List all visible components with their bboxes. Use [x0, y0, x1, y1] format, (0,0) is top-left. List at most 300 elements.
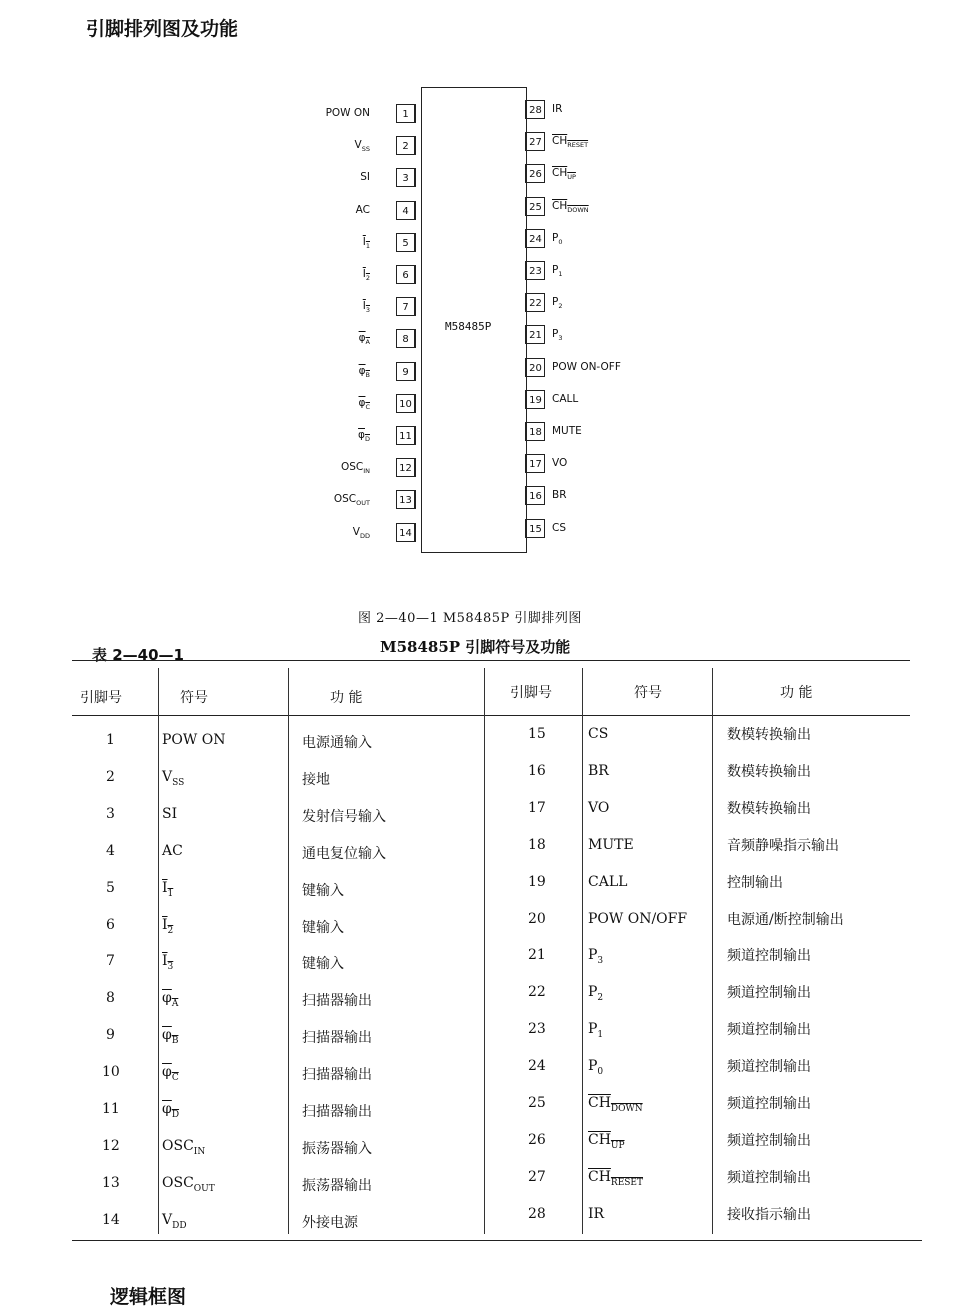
right-pin-number: 16 — [525, 486, 545, 505]
tbl-l-symbol-base: φ — [162, 1027, 172, 1044]
left-pin-label — [360, 171, 370, 183]
left-symbol-cell — [162, 1064, 179, 1083]
tbl-r-symbol-base: MUTE — [588, 836, 634, 853]
right-pin-symbol-sub: UP — [567, 173, 576, 182]
right-pin-label — [552, 328, 562, 342]
left-pin-label — [356, 204, 370, 216]
right-pin-symbol-sub: 0 — [558, 237, 563, 246]
left-pin-number: 5 — [396, 233, 416, 252]
left-pin-symbol — [359, 397, 370, 409]
tbl-l-symbol — [162, 953, 174, 973]
left-pin-number: 8 — [396, 329, 416, 348]
table-header-cell: 功 能 — [330, 690, 363, 706]
left-function-cell: 接地 — [302, 771, 330, 788]
right-pin-symbol-base: CH — [552, 135, 568, 148]
left-pin-symbol-sub: D — [364, 435, 370, 444]
tbl-l-symbol-base: φ — [162, 1101, 172, 1117]
right-pin-symbol-sub: 2 — [558, 302, 563, 311]
tbl-r-symbol — [588, 874, 627, 890]
left-pin-symbol — [363, 236, 370, 248]
right-pin-symbol-sub: RESET — [567, 141, 589, 150]
left-pin-symbol-base: I — [362, 235, 366, 248]
left-function-cell: 键输入 — [302, 956, 344, 973]
right-pin-symbol — [552, 361, 621, 373]
table-top-rule — [72, 660, 910, 661]
tbl-r-symbol-base: CH — [588, 1131, 611, 1148]
left-pin-label — [326, 107, 370, 119]
tbl-r-symbol-sub: 0 — [597, 1066, 604, 1077]
left-pin-label — [341, 461, 370, 475]
left-pin-number: 2 — [396, 136, 416, 155]
right-pin-label — [552, 522, 566, 534]
left-pin-number-cell: 10 — [102, 1064, 120, 1081]
right-function-cell: 数模转换输出 — [727, 727, 811, 743]
tbl-l-symbol-sub: IN — [193, 1146, 206, 1157]
left-pin-symbol-base: φ — [358, 332, 366, 345]
tbl-l-symbol-base: φ — [162, 990, 172, 1007]
tbl-r-symbol-base: P — [588, 984, 598, 1001]
tbl-r-symbol-sub: RESET — [610, 1177, 644, 1188]
tbl-l-symbol — [162, 1211, 187, 1231]
left-symbol-cell — [162, 880, 173, 899]
right-pin-number-cell: 24 — [528, 1058, 546, 1075]
table-header-cell: 符号 — [180, 690, 208, 706]
left-pin-number: 14 — [396, 523, 416, 542]
left-pin-label — [363, 268, 370, 282]
right-symbol-cell — [588, 984, 603, 1003]
left-pin-number-cell: 9 — [106, 1027, 115, 1044]
right-pin-symbol-base: IR — [552, 103, 563, 115]
right-symbol-cell — [588, 911, 687, 927]
right-pin-number: 18 — [525, 422, 545, 441]
right-pin-symbol — [552, 489, 567, 501]
left-symbol-cell — [162, 732, 225, 748]
right-symbol-cell — [588, 1169, 643, 1188]
tbl-l-symbol-base: I — [162, 916, 168, 933]
tbl-l-symbol-sub: 3 — [167, 962, 174, 973]
tbl-l-symbol-sub: SS — [172, 777, 185, 788]
right-pin-number: 25 — [525, 197, 545, 216]
right-pin-number-cell: 20 — [528, 910, 546, 927]
right-pin-label — [552, 296, 562, 310]
left-pin-symbol-base: I — [362, 268, 366, 280]
right-pin-number-cell: 19 — [528, 873, 546, 890]
left-pin-number-cell: 7 — [106, 953, 115, 970]
left-function-cell: 振荡器输入 — [302, 1140, 372, 1157]
right-pin-number: 15 — [525, 519, 545, 538]
left-pin-symbol-sub: C — [365, 402, 370, 411]
right-pin-symbol — [552, 328, 563, 343]
right-pin-number: 26 — [525, 164, 545, 183]
left-pin-symbol — [358, 332, 370, 347]
tbl-r-symbol-sub: 1 — [597, 1029, 604, 1040]
tbl-l-symbol-sub: 2 — [167, 925, 174, 936]
right-pin-symbol — [552, 232, 562, 244]
left-pin-symbol-base: AC — [355, 203, 370, 216]
left-pin-number-cell: 1 — [106, 732, 115, 748]
right-function-cell: 电源通/断控制输出 — [727, 911, 844, 928]
right-pin-number-cell: 23 — [528, 1021, 546, 1038]
left-pin-label — [334, 493, 370, 507]
right-pin-number-cell: 17 — [528, 799, 546, 816]
left-function-cell: 扫描器输出 — [302, 1067, 372, 1084]
right-pin-symbol — [552, 135, 589, 150]
right-function-cell: 频道控制输出 — [727, 1096, 811, 1112]
right-function-cell: 频道控制输出 — [727, 985, 811, 1002]
right-pin-symbol-base: P — [552, 264, 559, 276]
left-pin-label — [363, 236, 370, 250]
left-pin-symbol — [353, 526, 370, 538]
right-symbol-cell — [588, 947, 603, 966]
left-pin-number-cell: 4 — [106, 842, 115, 859]
right-symbol-cell — [588, 763, 609, 779]
tbl-l-symbol-base: OSC — [162, 1174, 194, 1191]
right-pin-symbol-base: CS — [552, 521, 566, 534]
tbl-l-symbol-sub: D — [171, 1109, 180, 1120]
right-pin-number: 21 — [525, 325, 545, 344]
tbl-l-symbol — [162, 990, 179, 1010]
tbl-l-symbol — [162, 916, 174, 936]
left-pin-number-cell: 13 — [102, 1174, 120, 1191]
right-function-cell: 频道控制输出 — [727, 1132, 811, 1149]
left-symbol-cell — [162, 990, 178, 1009]
table-column-divider — [158, 668, 159, 1234]
right-pin-label — [552, 167, 576, 181]
left-pin-symbol-base: φ — [358, 396, 366, 409]
left-symbol-cell — [162, 806, 177, 822]
tbl-r-symbol-sub: 2 — [597, 993, 604, 1004]
left-pin-label — [353, 526, 370, 540]
left-symbol-cell — [162, 1027, 178, 1046]
tbl-l-symbol — [162, 843, 183, 859]
left-pin-number-cell: 3 — [106, 805, 115, 822]
tbl-l-symbol-sub: OUT — [193, 1183, 215, 1194]
left-pin-symbol-base: I — [362, 300, 366, 313]
table-header-cell: 引脚号 — [510, 685, 552, 701]
right-pin-symbol — [552, 167, 576, 182]
right-pin-number: 24 — [525, 229, 545, 248]
right-pin-label — [552, 393, 578, 405]
right-pin-symbol-base: P — [552, 328, 559, 341]
tbl-r-symbol — [588, 1168, 644, 1188]
right-function-cell: 数模转换输出 — [727, 800, 811, 817]
right-pin-label — [552, 425, 582, 437]
chip-name: M58485P — [445, 320, 492, 333]
left-pin-symbol — [362, 300, 370, 315]
left-pin-label — [358, 429, 370, 443]
tbl-r-symbol-sub: 3 — [597, 956, 604, 967]
left-pin-number-cell: 14 — [102, 1211, 120, 1228]
tbl-r-symbol-base: VO — [588, 799, 610, 816]
right-pin-label — [552, 103, 562, 115]
left-pin-label — [359, 332, 370, 346]
table-number: 表 2—40—1 — [92, 646, 184, 664]
tbl-r-symbol-sub: UP — [610, 1140, 625, 1151]
tbl-r-symbol — [588, 1206, 604, 1222]
right-pin-symbol — [552, 103, 562, 115]
left-symbol-cell — [162, 1212, 187, 1231]
right-pin-number: 27 — [525, 132, 545, 151]
left-symbol-cell — [162, 1175, 215, 1194]
right-symbol-cell — [588, 1095, 643, 1114]
tbl-l-symbol — [162, 1027, 179, 1046]
right-symbol-cell — [588, 1132, 625, 1151]
right-symbol-cell — [588, 1058, 603, 1077]
left-pin-symbol-sub: DD — [359, 531, 370, 540]
left-pin-label — [359, 365, 370, 379]
right-pin-label — [552, 264, 562, 278]
right-pin-number-cell: 22 — [528, 984, 546, 1001]
tbl-r-symbol-base: POW ON/OFF — [588, 910, 688, 927]
left-symbol-cell — [162, 769, 184, 788]
left-pin-symbol-sub: 1 — [365, 241, 370, 250]
left-function-cell: 发射信号输入 — [302, 808, 386, 825]
left-pin-symbol-base: V — [354, 139, 362, 152]
tbl-r-symbol-base: P — [588, 947, 598, 964]
tbl-r-symbol-base: IR — [588, 1205, 605, 1222]
tbl-l-symbol — [162, 1101, 180, 1120]
right-pin-number-cell: 21 — [528, 947, 546, 964]
left-pin-symbol — [358, 429, 370, 444]
tbl-l-symbol — [162, 1064, 179, 1083]
left-symbol-cell — [162, 1138, 205, 1157]
left-pin-symbol-base: OSC — [340, 461, 364, 474]
tbl-r-symbol — [588, 1095, 643, 1114]
tbl-l-symbol — [162, 768, 185, 788]
table-title: M58485P 引脚符号及功能 — [380, 638, 571, 656]
left-pin-symbol-base: OSC — [333, 493, 357, 506]
left-pin-number-cell: 8 — [106, 990, 115, 1007]
right-pin-number-cell: 28 — [528, 1205, 546, 1222]
tbl-r-symbol — [588, 1021, 604, 1040]
right-pin-number: 22 — [525, 293, 545, 312]
right-pin-symbol — [552, 425, 582, 437]
right-pin-label — [552, 457, 567, 469]
left-pin-number: 1 — [396, 104, 416, 123]
right-symbol-cell — [588, 1021, 603, 1040]
left-pin-symbol — [326, 107, 370, 119]
table-header-cell: 引脚号 — [80, 690, 122, 706]
left-pin-label — [355, 139, 370, 153]
right-pin-symbol-sub: 3 — [558, 334, 563, 343]
tbl-l-symbol-base: OSC — [162, 1137, 194, 1154]
left-pin-number-cell: 2 — [106, 768, 115, 785]
table-column-divider — [288, 668, 289, 1234]
tbl-l-symbol — [162, 732, 225, 748]
tbl-l-symbol-base: AC — [162, 842, 183, 859]
tbl-r-symbol-base: CS — [588, 726, 609, 742]
left-pin-symbol-base: φ — [358, 364, 366, 377]
right-pin-symbol-base: P — [552, 296, 559, 309]
right-pin-number: 23 — [525, 261, 545, 280]
right-function-cell: 频道控制输出 — [727, 948, 811, 965]
tbl-r-symbol-base: P — [588, 1058, 598, 1075]
right-pin-number-cell: 16 — [528, 762, 546, 779]
right-symbol-cell — [588, 726, 608, 742]
tbl-r-symbol — [588, 984, 604, 1004]
left-pin-number: 11 — [396, 426, 416, 445]
tbl-l-symbol-sub: C — [171, 1072, 179, 1083]
left-pin-symbol — [359, 365, 370, 377]
left-pin-symbol-sub: 2 — [365, 274, 370, 283]
left-pin-number-cell: 12 — [102, 1137, 120, 1154]
right-pin-symbol-base: BR — [552, 489, 567, 502]
left-pin-symbol-base: POW ON — [325, 107, 370, 119]
left-pin-symbol — [333, 493, 370, 508]
right-pin-number-cell: 26 — [528, 1131, 546, 1148]
left-pin-number-cell: 5 — [106, 879, 115, 896]
right-symbol-cell — [588, 874, 627, 890]
tbl-l-symbol — [162, 879, 174, 899]
left-pin-number: 7 — [396, 297, 416, 316]
left-pin-symbol-sub: 3 — [365, 306, 370, 315]
left-pin-number: 3 — [396, 168, 416, 187]
tbl-r-symbol-base: CH — [588, 1095, 611, 1111]
tbl-r-symbol — [588, 1058, 604, 1077]
tbl-l-symbol-base: φ — [162, 1064, 172, 1081]
left-symbol-cell — [162, 917, 173, 936]
tbl-r-symbol-base: BR — [588, 762, 609, 779]
right-pin-label — [552, 489, 567, 501]
right-function-cell: 频道控制输出 — [727, 1169, 811, 1186]
right-pin-symbol-sub: 1 — [558, 270, 563, 279]
left-pin-number: 6 — [396, 265, 416, 284]
logic-diagram-title: 逻辑框图 — [110, 1286, 187, 1308]
left-function-cell: 扫描器输出 — [302, 1030, 372, 1047]
table-header-cell: 符号 — [634, 685, 662, 701]
left-pin-number: 9 — [396, 362, 416, 381]
tbl-r-symbol — [588, 947, 604, 967]
right-pin-symbol-base: MUTE — [552, 425, 582, 437]
left-symbol-cell — [162, 953, 173, 972]
left-pin-symbol-base: V — [352, 525, 360, 538]
right-pin-symbol-base: CALL — [552, 392, 579, 405]
tbl-l-symbol-base: I — [162, 953, 168, 970]
right-pin-symbol-sub: DOWN — [567, 205, 589, 214]
right-pin-number-cell: 25 — [528, 1095, 546, 1111]
tbl-l-symbol-base: V — [162, 768, 173, 785]
right-function-cell: 接收指示输出 — [727, 1206, 811, 1223]
table-column-divider — [582, 668, 583, 1234]
right-pin-symbol — [552, 200, 589, 212]
left-pin-symbol — [340, 461, 370, 476]
right-pin-symbol-base: CH — [552, 199, 568, 212]
right-pin-number: 19 — [525, 390, 545, 409]
table-header-cell: 功 能 — [780, 685, 813, 701]
tbl-r-symbol-base: P — [588, 1021, 598, 1038]
left-function-cell: 通电复位输入 — [302, 845, 386, 862]
tbl-l-symbol — [162, 1174, 215, 1194]
left-pin-symbol-sub: A — [365, 338, 370, 347]
left-pin-symbol — [360, 171, 370, 183]
figure-caption: 图 2—40—1 M58485P 引脚排列图 — [358, 611, 582, 626]
tbl-r-symbol — [588, 911, 687, 927]
left-pin-symbol — [356, 204, 370, 216]
tbl-l-symbol-sub: B — [171, 1035, 179, 1046]
left-symbol-cell — [162, 1101, 179, 1120]
right-pin-label — [552, 361, 621, 373]
right-function-cell: 音频静噪指示输出 — [727, 837, 839, 854]
right-pin-label — [552, 200, 589, 214]
tbl-l-symbol — [162, 1137, 206, 1157]
right-pin-symbol-base: POW ON-OFF — [552, 360, 621, 373]
tbl-r-symbol-base: CH — [588, 1168, 611, 1185]
left-pin-number-cell: 11 — [102, 1101, 120, 1117]
right-function-cell: 控制输出 — [727, 874, 783, 891]
left-pin-symbol-sub: SS — [361, 145, 370, 154]
tbl-r-symbol — [588, 800, 609, 816]
right-pin-number: 17 — [525, 454, 545, 473]
tbl-l-symbol-sub: DD — [172, 1220, 187, 1231]
right-function-cell: 频道控制输出 — [727, 1059, 811, 1076]
left-function-cell: 扫描器输出 — [302, 993, 372, 1010]
table-bottom-rule — [72, 1240, 922, 1241]
left-symbol-cell — [162, 843, 183, 859]
tbl-l-symbol-base: SI — [162, 805, 178, 822]
left-pin-number: 4 — [396, 201, 416, 220]
left-pin-symbol-sub: B — [365, 370, 370, 379]
right-pin-symbol-base: P — [552, 231, 559, 244]
right-symbol-cell — [588, 1206, 604, 1222]
right-pin-number: 20 — [525, 358, 545, 377]
left-function-cell: 键输入 — [302, 919, 344, 936]
left-pin-symbol — [354, 139, 370, 154]
left-pin-number: 12 — [396, 458, 416, 477]
right-pin-symbol — [552, 264, 563, 279]
right-pin-symbol-base: CH — [552, 167, 568, 180]
table-header-rule — [72, 715, 910, 716]
left-function-cell: 电源通输入 — [302, 735, 372, 751]
tbl-r-symbol — [588, 837, 634, 853]
tbl-l-symbol-base: V — [162, 1211, 173, 1228]
left-pin-symbol-sub: IN — [363, 467, 370, 476]
table-column-divider — [484, 668, 485, 1234]
right-pin-label — [552, 232, 562, 246]
right-pin-number-cell: 18 — [528, 836, 546, 853]
right-pin-symbol — [552, 393, 578, 405]
tbl-l-symbol-sub: A — [171, 999, 179, 1010]
tbl-r-symbol — [588, 1131, 625, 1151]
tbl-r-symbol-base: CALL — [588, 873, 628, 890]
right-pin-number: 28 — [525, 100, 545, 119]
left-pin-symbol-base: φ — [358, 429, 365, 441]
tbl-r-symbol-sub: DOWN — [610, 1103, 643, 1114]
left-pin-number-cell: 6 — [106, 916, 115, 933]
left-pin-symbol-base: SI — [360, 171, 370, 184]
left-function-cell: 扫描器输出 — [302, 1104, 372, 1120]
left-pin-label — [359, 397, 370, 411]
left-pin-symbol — [362, 268, 370, 283]
left-function-cell: 外接电源 — [302, 1214, 358, 1231]
left-pin-number: 10 — [396, 394, 416, 413]
right-pin-symbol — [552, 522, 566, 534]
right-pin-symbol-base: VO — [552, 457, 568, 470]
right-pin-number-cell: 27 — [528, 1168, 546, 1185]
section-title: 引脚排列图及功能 — [86, 18, 239, 40]
tbl-l-symbol-base: I — [162, 879, 168, 896]
right-pin-symbol — [552, 457, 567, 469]
left-function-cell: 键输入 — [302, 882, 344, 899]
tbl-l-symbol-base: POW ON — [162, 732, 226, 748]
right-function-cell: 频道控制输出 — [727, 1022, 811, 1039]
right-pin-symbol — [552, 296, 563, 311]
tbl-l-symbol — [162, 806, 177, 822]
left-function-cell: 振荡器输出 — [302, 1177, 372, 1194]
table-column-divider — [712, 668, 713, 1234]
tbl-l-symbol-sub: 1 — [167, 888, 174, 899]
left-pin-number: 13 — [396, 490, 416, 509]
right-function-cell: 数模转换输出 — [727, 763, 811, 780]
